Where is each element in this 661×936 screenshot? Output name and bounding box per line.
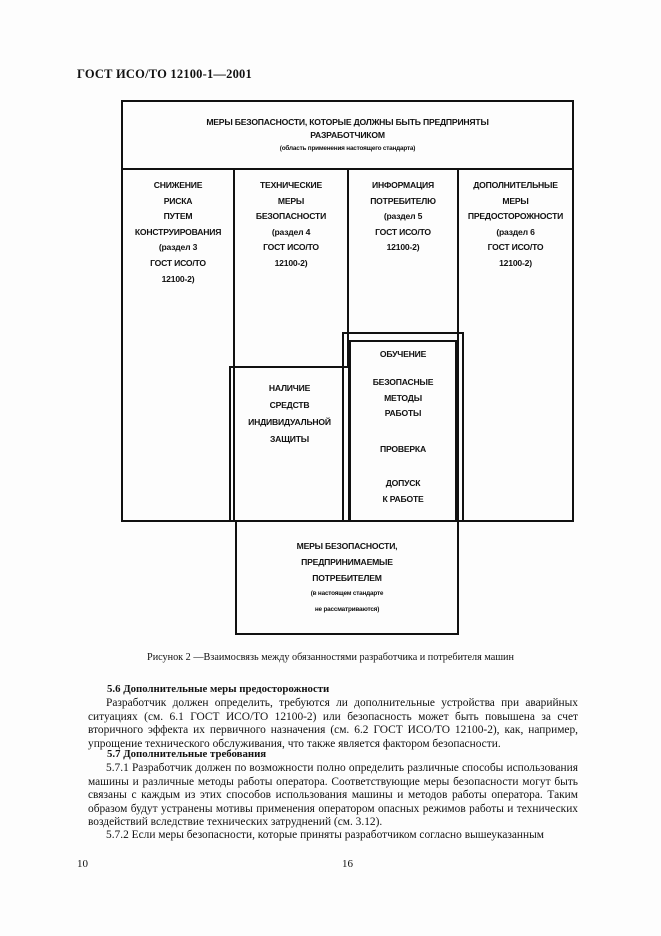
user-measures-title: МЕРЫ БЕЗОПАСНОСТИ, ПРЕДПРИНИМАЕМЫЕ ПОТРЕБИТЕЛЕМ (в настоящем стандарте не рассматриваются) <box>235 538 459 618</box>
document-header: ГОСТ ИСО/ТО 12100-1—2001 <box>77 67 252 81</box>
col-information-text: ИНФОРМАЦИЯ ПОТРЕБИТЕЛЮ (раздел 5 ГОСТ ИСО/ТО 12100-2) <box>370 180 436 253</box>
figure-caption: Рисунок 2 —Взаимосвязь между обязанностями разработчика и потребителя машин <box>147 652 514 663</box>
page-number-left: 10 <box>77 858 88 870</box>
permit-label: ДОПУСК К РАБОТЕ <box>382 478 424 504</box>
check-label: ПРОВЕРКА <box>379 444 426 454</box>
col-precautions-text: ДОПОЛНИТЕЛЬНЫЕ МЕРЫ ПРЕДОСТОРОЖНОСТИ (раздел 6 ГОСТ ИСО/ТО 12100-2) <box>467 180 564 268</box>
section-5-6-text: Разработчик должен определить, требуются ли дополнительные устройства при аварийных ситуациях (см. 6.1 ГОСТ ИСО/ТО 12100-2) или безопасность может быть повышена за счет вторичного эффекта их первичного назначения (см. 6.2 ГОСТ ИСО/ТО 12100-2), как, например, упрощение технического обслуживания, что также является фактором безопасности. <box>88 697 578 750</box>
page-number-center: 16 <box>342 858 353 870</box>
developer-measures-title: МЕРЫ БЕЗОПАСНОСТИ, КОТОРЫЕ ДОЛЖНЫ БЫТЬ ПРЕДПРИНЯТЫ РАЗРАБОТЧИКОМ (область применения настоящего стандарта) <box>121 116 574 155</box>
section-5-7-1-text: 5.7.1 Разработчик должен по возможности полно определить различные способы использования машины и различные методы работы оператора. Соответствующие меры безопасности могут быть связаны с каждым из этих способов использования машины и методов работы оператора. Таким образом будут устранены мотивы применения оператором опасных режимов работы и технических воздействий вследствие технических затруднений (см. 3.12). <box>88 762 578 829</box>
safe-methods-label: БЕЗОПАСНЫЕ МЕТОДЫ РАБОТЫ <box>372 377 434 419</box>
training-label: ОБУЧЕНИЕ <box>379 349 427 359</box>
section-5-7-2-text: 5.7.2 Если меры безопасности, которые приняты разработчиком согласно вышеуказанным <box>106 829 544 841</box>
scope-note: (область применения настоящего стандарта) <box>279 145 416 152</box>
col-design-text: СНИЖЕНИЕ РИСКА ПУТЕМ КОНСТРУИРОВАНИЯ (раздел 3 ГОСТ ИСО/ТО 12100-2) <box>134 180 222 284</box>
not-covered-note-2: не рассматриваются) <box>314 606 380 613</box>
not-covered-note-1: (в настоящем стандарте <box>310 590 384 597</box>
section-5-6-title: 5.6 Дополнительные меры предосторожности <box>107 683 330 695</box>
col-technical-text: ТЕХНИЧЕСКИЕ МЕРЫ БЕЗОПАСНОСТИ (раздел 4 ГОСТ ИСО/ТО 12100-2) <box>255 180 327 268</box>
ppe-text: НАЛИЧИЕ СРЕДСТВ ИНДИВИДУАЛЬНОЙ ЗАЩИТЫ <box>248 383 331 444</box>
section-5-7-title: 5.7 Дополнительные требования <box>107 748 267 760</box>
